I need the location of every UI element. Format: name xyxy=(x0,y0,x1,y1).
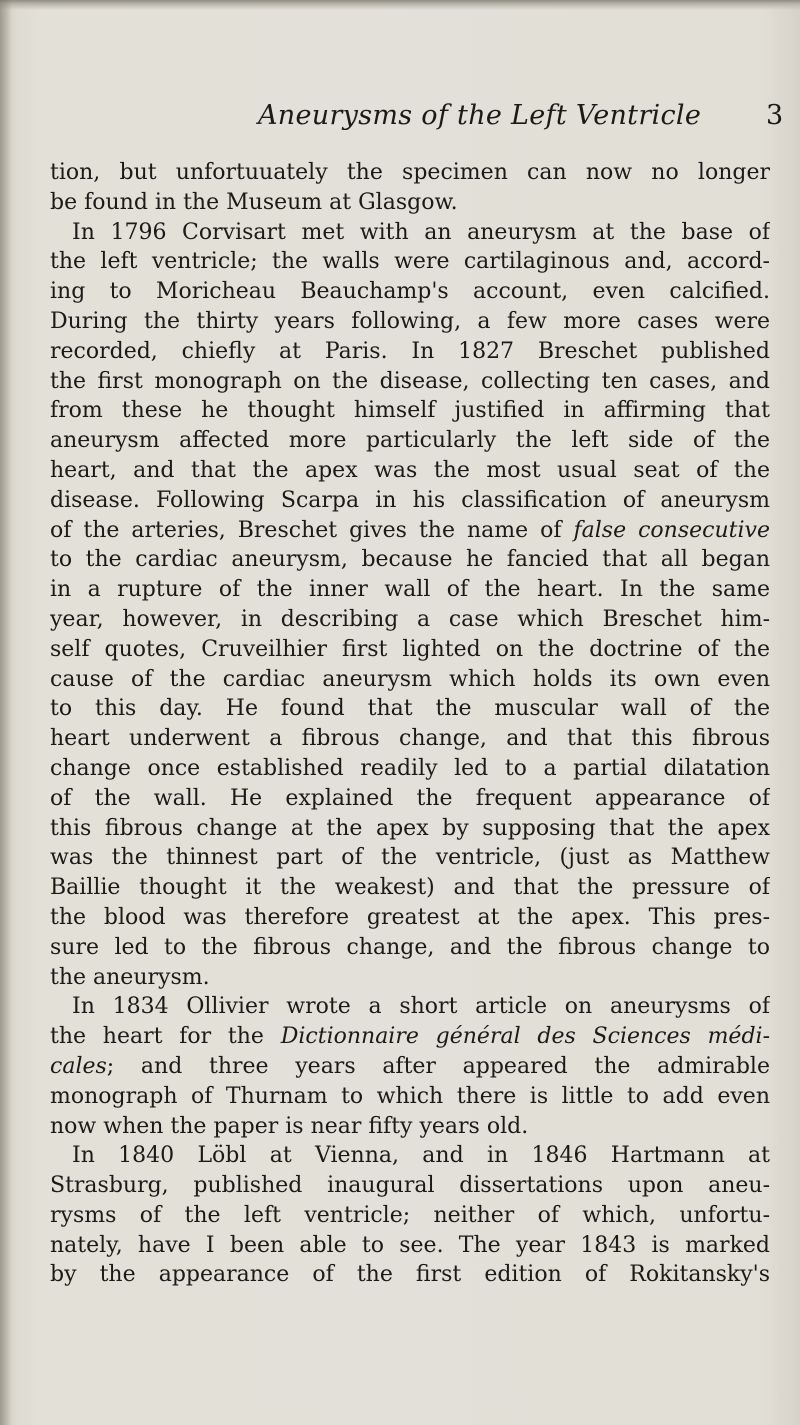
text-line: to the cardiac aneurysm, because he fancied that all began xyxy=(50,547,770,573)
text-line: heart, and that the apex was the most usual seat of the xyxy=(50,457,770,483)
italic-phrase: false consecutive xyxy=(573,517,770,543)
page-number: 3 xyxy=(766,100,784,131)
text-line: to this day. He found that the muscular wall of the xyxy=(50,696,770,722)
text-line: ing to Moricheau Beauchamp's account, even calcified. xyxy=(50,279,770,305)
running-head: Aneurysms of the Left Ventricle xyxy=(258,100,702,131)
text-line: the first monograph on the disease, collecting ten cases, and xyxy=(50,368,770,394)
text-line: now when the paper is near fifty years old. xyxy=(50,1113,529,1139)
page-gutter-shadow xyxy=(0,0,12,1425)
text-line: Strasburg, published inaugural dissertations upon aneu- xyxy=(50,1173,770,1199)
text-line: the blood was therefore greatest at the apex. This pres- xyxy=(50,904,770,930)
text-line-mixed xyxy=(50,516,770,546)
body-text xyxy=(50,158,770,1290)
text-line-mixed xyxy=(50,1052,770,1082)
text-line: year, however, in describing a case which Breschet him- xyxy=(50,606,770,632)
text-line: change once established readily led to a partial dilatation xyxy=(50,755,770,781)
text-line: disease. Following Scarpa in his classification of aneurysm xyxy=(50,487,770,513)
text-line: monograph of Thurnam to which there is little to add even xyxy=(50,1083,770,1109)
text-line: nately, have I been able to see. The year 1843 is marked xyxy=(50,1232,770,1258)
italic-title: Dictionnaire général des Sciences médi- xyxy=(280,1024,770,1050)
text-line: the left ventricle; the walls were cartilaginous and, accord- xyxy=(50,249,770,275)
text-line: the aneurysm. xyxy=(50,964,210,990)
text-segment: of the arteries, Breschet gives the name of xyxy=(50,517,562,543)
text-segment: ; and three years after appeared the admirable xyxy=(106,1053,770,1079)
page-top-shadow xyxy=(0,0,800,10)
text-line: During the thirty years following, a few more cases were xyxy=(50,308,770,334)
page-header xyxy=(0,100,800,140)
text-line: was the thinnest part of the ventricle, (just as Matthew xyxy=(50,845,770,871)
text-line: rysms of the left ventricle; neither of which, unfortu- xyxy=(50,1202,770,1228)
text-line: Baillie thought it the weakest) and that the pressure of xyxy=(50,875,770,901)
text-line-mixed xyxy=(50,1022,770,1052)
italic-title: cales xyxy=(50,1053,107,1079)
text-line: tion, but unfortuuately the specimen can now no longer xyxy=(50,160,770,185)
text-line: this fibrous change at the apex by supposing that the apex xyxy=(50,815,770,841)
text-line: In 1796 Corvisart met with an aneurysm at the base of xyxy=(72,219,770,245)
text-line: self quotes, Cruveilhier first lighted on the doctrine of the xyxy=(50,636,770,662)
text-line: cause of the cardiac aneurysm which holds its own even xyxy=(50,666,770,692)
text-line: in a rupture of the inner wall of the heart. In the same xyxy=(50,577,770,603)
text-line: In 1840 Löbl at Vienna, and in 1846 Hartmann at xyxy=(72,1143,770,1169)
text-line: recorded, chiefly at Paris. In 1827 Breschet published xyxy=(50,338,770,364)
text-line: from these he thought himself justified in affirming that xyxy=(50,398,770,424)
text-line: heart underwent a fibrous change, and that this fibrous xyxy=(50,726,770,752)
text-line: by the appearance of the first edition of Rokitansky's xyxy=(50,1262,770,1288)
text-line: In 1834 Ollivier wrote a short article on aneurysms of xyxy=(72,994,770,1020)
text-line: aneurysm affected more particularly the left side of the xyxy=(50,428,770,454)
text-segment: the heart for the xyxy=(50,1024,264,1050)
text-line: be found in the Museum at Glasgow. xyxy=(50,189,458,215)
text-line: sure led to the fibrous change, and the fibrous change to xyxy=(50,934,770,960)
text-line: of the wall. He explained the frequent appearance of xyxy=(50,785,770,811)
